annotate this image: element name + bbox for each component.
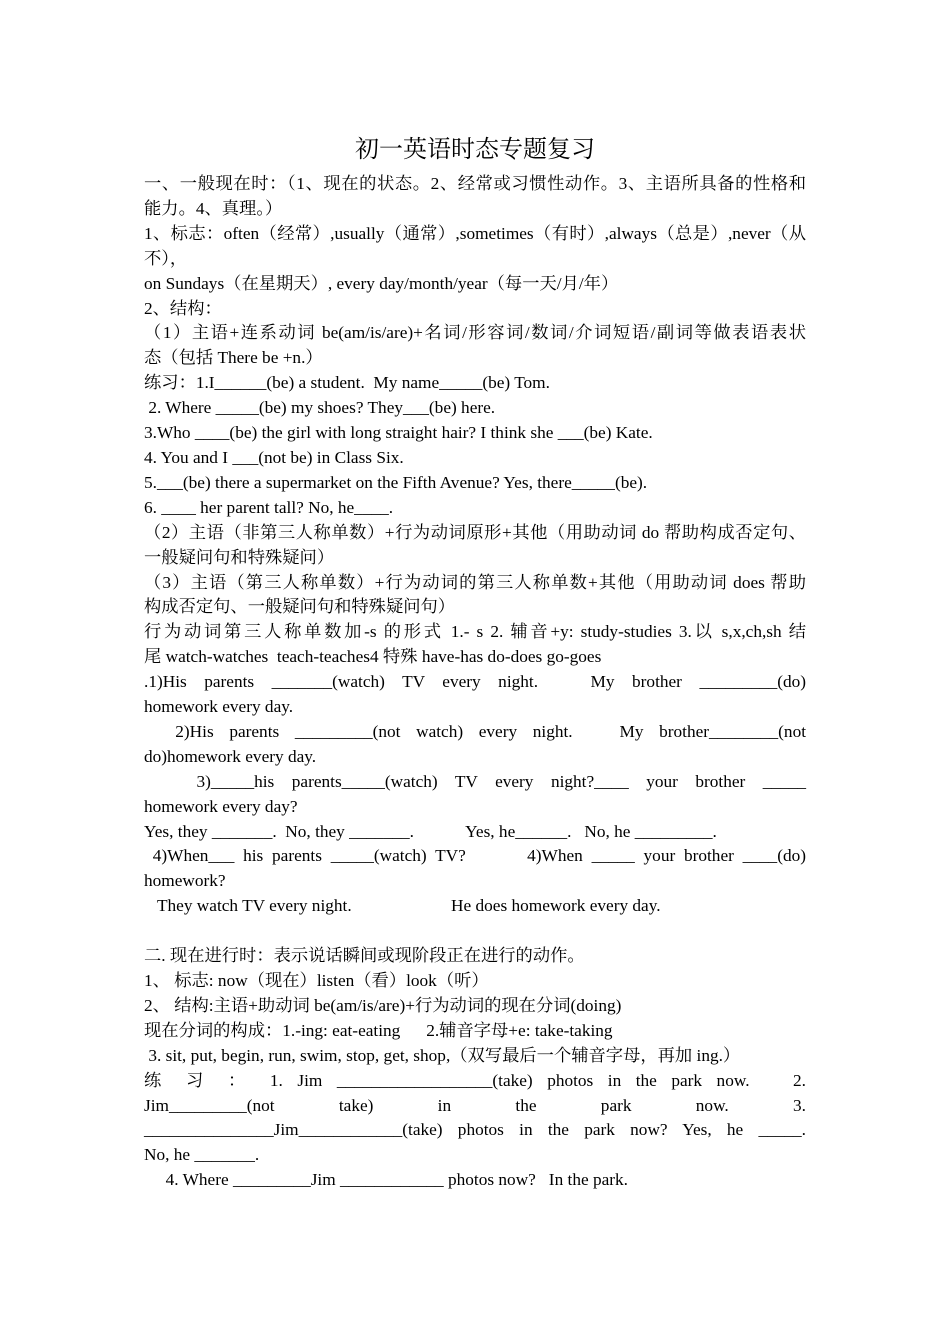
text-line: Yes, they _______. No, they _______. Yes, he______. No, he _________. [144,821,717,841]
text-line: 二. 现在进行时：表示说话瞬间或现阶段正在进行的动作。 [144,946,585,966]
text-line: 3)_____his parents_____(watch) TV every night?____ your brother _____ [144,771,806,791]
text-line: 不）， [144,248,188,268]
document-body [144,172,806,1193]
text-line: 3.Who ____(be) the girl with long straight hair? I think she ___(be) Kate. [144,423,653,443]
text-line: 4. You and I ___(not be) in Class Six. [144,447,404,467]
text-line: They watch TV every night. He does homework every day. [144,896,661,916]
text-line: 练习：1.I______(be) a student. My name_____(be) Tom. [144,373,550,393]
text-line: 构成否定句、一般疑问句和特殊疑问句） [144,597,456,617]
text-line: 3. sit, put, begin, run, swim, stop, get, shop,（双写最后一个辅音字母，再加 ing.） [144,1045,741,1065]
text-line: 一般疑问句和特殊疑问） [144,547,335,567]
text-line: 1、 标志: now（现在）listen（看）look（听） [144,970,489,990]
text-line: 现在分词的构成：1.-ing: eat-eating 2.辅音字母+e: take-taking [144,1020,613,1040]
text-line: （1）主语+连系动词 be(am/is/are)+名词/形容词/数词/介词短语/副词等做表语表状 [144,323,806,343]
text-line: No, he _______. [144,1145,260,1165]
text-line [144,919,806,944]
text-line: （3）主语（第三人称单数）+行为动词的第三人称单数+其他（用助动词 does 帮助 [144,572,806,592]
text-line: （2）主语（非第三人称单数）+行为动词原形+其他（用助动词 do 帮助构成否定句、 [144,522,806,542]
text-line: 2. Where _____(be) my shoes? They___(be) here. [144,398,496,418]
text-line: 态（包括 There be +n.） [144,348,323,368]
document-page [144,130,806,1193]
document-title: 初一英语时态专题复习 [355,137,595,163]
text-line: 一、一般现在时：（1、现在的状态。2、经常或习惯性动作。3、主语所具备的性格和 [144,174,806,193]
text-line: 练 习 ： 1. Jim __________________(take) photos in the park now. 2. [144,1070,806,1090]
text-line: 2、结构： [144,298,222,318]
text-line: 5.___(be) there a supermarket on the Fifth Avenue? Yes, there_____(be). [144,472,648,492]
text-line: 2)His parents _________(not watch) every night. My brother________(not [144,721,807,741]
text-line: 2、 结构:主语+助动词 be(am/is/are)+行为动词的现在分词(doing) [144,995,622,1015]
text-line: 4)When___ his parents _____(watch) TV? 4)When _____ your brother ____(do) [144,846,806,866]
text-line: 4. Where _________Jim ____________ photos now? In the park. [144,1170,628,1190]
text-line: 能力。4、真理。） [144,198,283,218]
text-line: Jim_________(not take) in the park now. 3. [144,1095,806,1115]
text-line: homework? [144,871,226,891]
text-line: _______________Jim____________(take) photos in the park now? Yes, he _____. [144,1120,806,1140]
text-line: .1)His parents _______(watch) TV every night. My brother _________(do) [144,672,806,692]
text-line: 1、标志：often（经常）,usually（通常）,sometimes（有时）,always（总是）,never（从 [144,223,806,243]
text-line: homework every day? [144,796,298,816]
text-line: 行为动词第三人称单数加-s 的形式 1.- s 2. 辅音+y: study-studies 3.以 s,x,ch,sh 结 [144,622,806,642]
text-line: homework every day. [144,697,294,717]
text-line: on Sundays（在星期天）, every day/month/year（每一天/月/年） [144,273,619,293]
text-line: do)homework every day. [144,746,317,766]
text-line: 尾 watch-watches teach-teaches4 特殊 have-has do-does go-goes [144,647,602,667]
text-line: 6. ____ her parent tall? No, he____. [144,497,394,517]
